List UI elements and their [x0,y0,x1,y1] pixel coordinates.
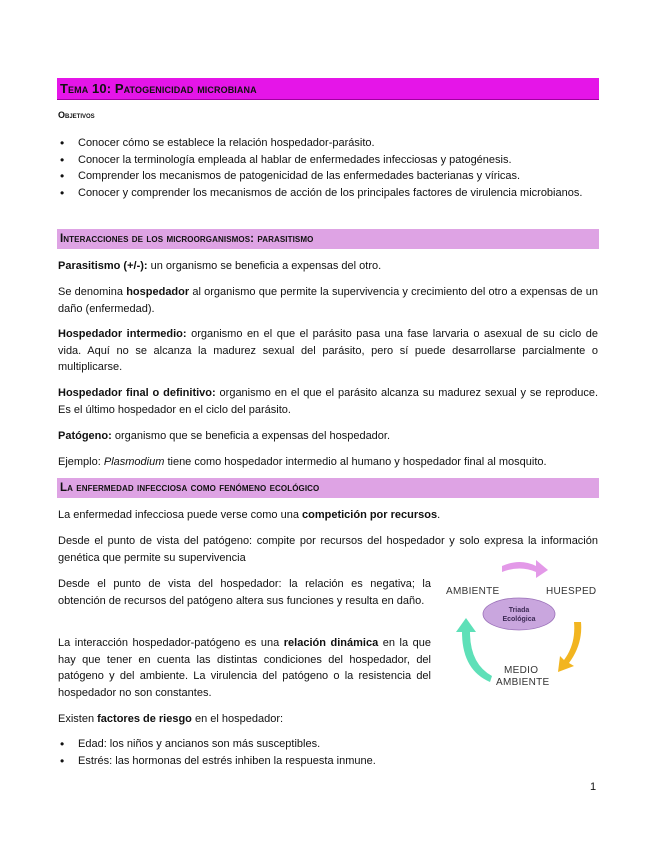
text: en la que hay que tener en cuenta las distintas condiciones del hospedador, del patógeno y del ambiente. La virulencia del patógeno o la resistencia del hospedador no son constantes. [58,637,431,699]
triad-ellipse [483,598,555,630]
diagram-label-huesped: HUESPED [546,586,597,597]
term: Hospedador final o definitivo: [58,387,216,399]
text: La interacción hospedador-patógeno es una [58,637,284,649]
paragraph-patogeno [58,428,598,445]
text: . [437,509,441,521]
diagram-label-medio-ambiente: AMBIENTE [496,677,550,688]
diagram-center-1: Triada [508,607,530,614]
section-heading-enfermedad: La enfermedad infecciosa como fenómeno ecológico [57,478,599,498]
paragraph-relacion-dinamica [58,635,431,701]
list-item: • Conocer y comprender los mecanismos de acción de los principales factores de virulencia microbianos. [58,185,598,202]
arrow-right-icon [558,622,581,672]
diagram-label-medio: MEDIO [504,665,539,676]
text: Se denomina [58,286,127,298]
diagram-label-ambiente: AMBIENTE [446,586,500,597]
term: competición por recursos [302,509,438,521]
arrow-top-icon [502,560,548,578]
text: tiene como hospedador intermedio al humano y hospedador final al mosquito. [164,456,547,468]
triad-diagram [440,552,600,692]
italic-term: Plasmodium [103,456,165,468]
paragraph-factores-riesgo [58,711,598,728]
text: en el hospedador: [191,713,284,725]
paragraph-hospedador-final [58,385,598,418]
paragraph-punto-vista-patogeno: Desde el punto de vista del patógeno: compite por recursos del hospedador y solo expresa la información genética que permite su supervivencia [58,535,598,564]
text: organismo que se beneficia a expensas del hospedador. [111,430,391,442]
list-item: • Conocer cómo se establece la relación hospedador-parásito. [58,135,598,152]
term: relación dinámica [283,637,379,649]
list-item: • Estrés: las hormonas del estrés inhiben la respuesta inmune. [58,753,598,770]
paragraph-competicion [58,507,598,524]
text: al organismo que permite la supervivencia y crecimiento del otro a expensas de un daño (enfermedad). [58,286,598,315]
text: organismo en el que el parásito alcanza su madurez sexual y se reproduce. Es el último hospedador en el ciclo del parásito. [58,387,598,416]
objectives-list [58,135,598,201]
text: organismo en el que el parásito pasa una fase larvaria o asexual de su ciclo de vida. Aquí no se alcanza la madurez sexual del parásito, pero sí puede desarrollarse parcialmente o multiplicarse. [58,328,599,373]
text: Ejemplo: [58,456,104,468]
term: hospedador [126,286,190,298]
section-heading-parasitismo: Interacciones de los microorganismos: parasitismo [57,229,599,249]
term: Patógeno: [58,430,112,442]
page-number: 1 [590,781,597,793]
term: factores de riesgo [97,713,192,725]
paragraph-punto-vista-hospedador: Desde el punto de vista del hospedador: la relación es negativa; la obtención de recursos del patógeno altera sus funciones y resulta en daño. [58,578,431,607]
list-item: • Conocer la terminología empleada al hablar de enfermedades infecciosas y patogénesis. [58,152,598,169]
list-item: • Edad: los niños y ancianos son más susceptibles. [58,736,598,753]
term: Hospedador intermedio: [58,328,187,340]
paragraph-ejemplo [58,454,598,471]
objectives-heading: Objetivos [58,110,95,120]
text: un organismo se beneficia a expensas del otro. [147,260,382,272]
term: Parasitismo (+/-): [58,260,148,272]
text: Existen [58,713,98,725]
page-title: Tema 10: Patogenicidad microbiana [57,78,599,100]
list-item: • Comprender los mecanismos de patogenicidad de las enfermedades bacterianas y víricas. [58,168,598,185]
text: La enfermedad infecciosa puede verse como una [58,509,302,521]
arrow-left-icon [456,618,492,682]
paragraph-hospedador [58,284,598,317]
paragraph-parasitismo [58,258,598,275]
risk-factors-list [58,736,598,769]
diagram-center-2: Ecológica [502,616,536,623]
paragraph-hospedador-intermedio [58,326,598,376]
